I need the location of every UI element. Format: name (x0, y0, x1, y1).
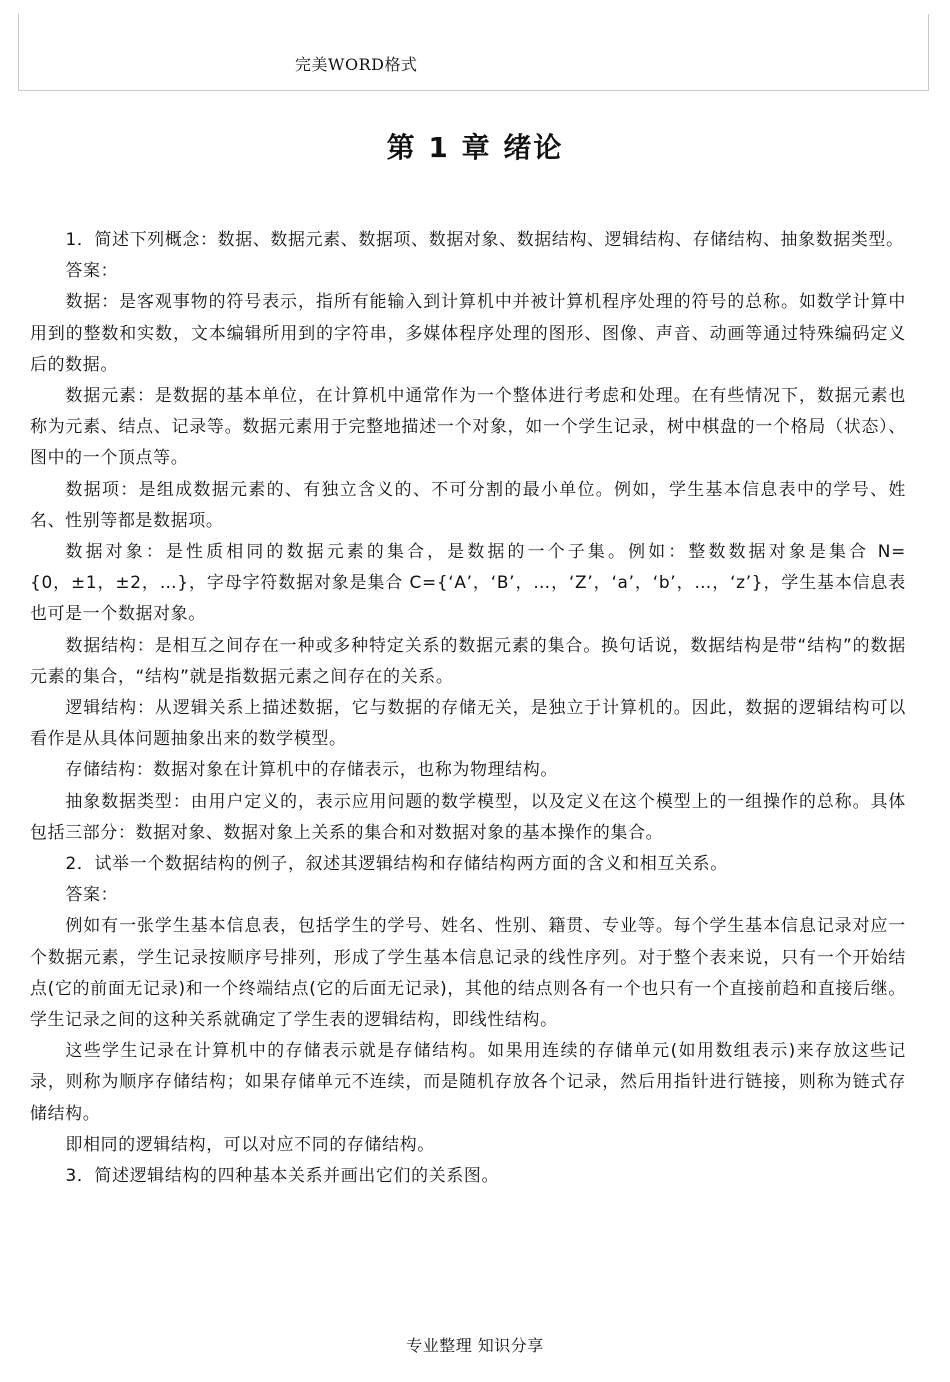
definition-data-object: 数据对象：是性质相同的数据元素的集合，是数据的一个子集。例如：整数数据对象是集合 N={0，±1，±2，…}，字母字符数据对象是集合 C={‘A’，‘B’，…，‘Z’，‘a’，‘b’，…，‘z’}，学生基本信息表也可是一个数据对象。 (30, 541, 906, 624)
definition-data-element: 数据元素：是数据的基本单位，在计算机中通常作为一个整体进行考虑和处理。在有些情况下，数据元素也称为元素、结点、记录等。数据元素用于完整地描述一个对象，如一个学生记录，树中棋盘的一个格局（状态）、图中的一个顶点等。 (30, 385, 906, 468)
page-footer-text: 专业整理 知识分享 (406, 1336, 544, 1355)
chapter-title: 第 1 章 绪论 (386, 131, 564, 164)
document-body (30, 224, 906, 1191)
answer-label-1: 答案： (65, 260, 119, 281)
page-header-frame (18, 14, 929, 91)
definition-storage-structure: 存储结构：数据对象在计算机中的存储表示，也称为物理结构。 (65, 759, 559, 780)
question-1: 1．简述下列概念：数据、数据元素、数据项、数据对象、数据结构、逻辑结构、存储结构、抽象数据类型。 (65, 229, 904, 249)
definition-data-structure: 数据结构：是相互之间存在一种或多种特定关系的数据元素的集合。换句话说，数据结构是带“结构”的数据元素的集合，“结构”就是指数据元素之间存在的关系。 (30, 634, 906, 686)
answer-2-logical-example: 例如有一张学生基本信息表，包括学生的学号、姓名、性别、籍贯、专业等。每个学生基本信息记录对应一个数据元素，学生记录按顺序号排列，形成了学生基本信息记录的线性序列。对于整个表来说，只有一个开始结点(它的前面无记录)和一个终端结点(它的后面无记录)，其他的结点则各有一个也只有一个直接前趋和直接后继。学生记录之间的这种关系就确定了学生表的逻辑结构，即线性结构。 (30, 915, 906, 1030)
definition-data-item: 数据项：是组成数据元素的、有独立含义的、不可分割的最小单位。例如，学生基本信息表中的学号、姓名、性别等都是数据项。 (30, 478, 906, 530)
definition-abstract-data-type: 抽象数据类型：由用户定义的，表示应用问题的数学模型，以及定义在这个模型上的一组操作的总称。具体包括三部分：数据对象、数据对象上关系的集合和对数据对象的基本操作的集合。 (30, 790, 906, 842)
page-header-text: 完美WORD格式 (295, 55, 418, 74)
answer-2-conclusion: 即相同的逻辑结构，可以对应不同的存储结构。 (65, 1133, 435, 1154)
definition-logical-structure: 逻辑结构：从逻辑关系上描述数据，它与数据的存储无关，是独立于计算机的。因此，数据的逻辑结构可以看作是从具体问题抽象出来的数学模型。 (30, 697, 906, 749)
definition-data: 数据：是客观事物的符号表示，指所有能输入到计算机中并被计算机程序处理的符号的总称。如数学计算中用到的整数和实数，文本编辑所用到的字符串，多媒体程序处理的图形、图像、声音、动画等通过特殊编码定义后的数据。 (30, 291, 906, 374)
answer-label-2: 答案： (65, 884, 119, 905)
question-2: 2．试举一个数据结构的例子，叙述其逻辑结构和存储结构两方面的含义和相互关系。 (65, 853, 728, 874)
question-3: 3．简述逻辑结构的四种基本关系并画出它们的关系图。 (65, 1165, 500, 1186)
answer-2-storage-example: 这些学生记录在计算机中的存储表示就是存储结构。如果用连续的存储单元(如用数组表示)来存放这些记录，则称为顺序存储结构；如果存储单元不连续，而是随机存放各个记录，然后用指针进行链接，则称为链式存储结构。 (30, 1040, 906, 1123)
